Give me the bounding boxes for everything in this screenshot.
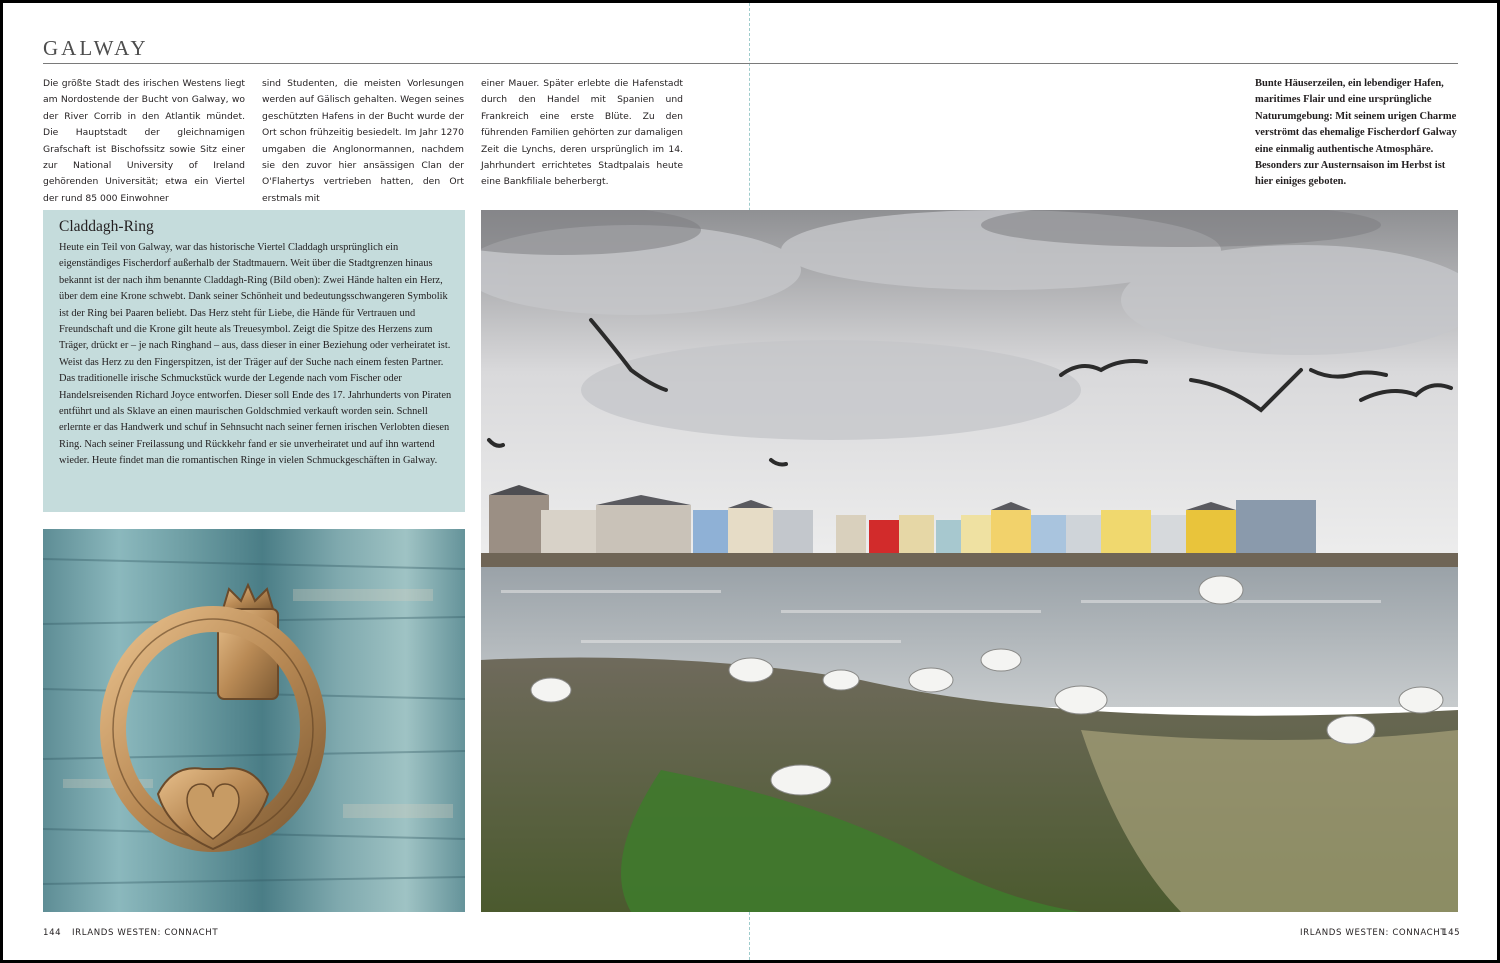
body-column-2: sind Studenten, die meisten Vorlesungen werden auf Gälisch gehalten. Wegen seines geschützten Hafens in der Bucht wurde der Ort schon frühzeitig besiedelt. Im Jahr 1270 umgaben die Anglonormannen, nachdem sie den zuvor hier ansässigen Clan der O'Flahertys vertrieben hatten, den Ort erstmals mit: [262, 78, 464, 204]
left-section-label: IRLANDS WESTEN: CONNACHT: [72, 928, 219, 938]
sidebar-text: Heute ein Teil von Galway, war das historische Viertel Claddagh ursprünglich ein eigenständiges Fischerdorf außerhalb der Stadtmauern. Weit über die Stadtgrenzen hinaus bekannt ist der nach ihm benannte Claddagh-Ring (Bild oben): Zwei Hände halten ein Herz, über dem eine Krone schwebt. Dank seiner Schönheit und bedeutungsschwangeren Symbolik ist der Ring bei Paaren beliebt. Das Herz steht für Liebe, die Hände für Vertrauen und Freundschaft und die Krone gilt heute als Treuesymbol. Zeigt die Spitze des Herzens zum Träger, drückt er – je nach Ringhand – aus, dass dieser in einer Beziehung oder verheiratet ist. Weist das Herz zu den Fingerspitzen, ist der Träger auf der Suche nach einem festen Partner. Das traditionelle irische Schmuckstück wurde der Legende nach vom Fischer oder Handelsreisenden Richard Joyce entworfen. Dieser soll Ende des 17. Jahrhunderts von Piraten entführt und als Sklave an einen maurischen Goldschmied verkauft worden sein. Schnell erlernte er das Handwerk und schuf in Sehnsucht nach seiner fernen irischen Verlobten diesen Ring. Nach seiner Freilassung und Rückkehr fand er sie unverheiratet und auf ihn wartend wieder. Heute findet man die romantischen Ringe in vielen Schmuckgeschäften in Galway.: [59, 242, 452, 467]
body-column-1: Die größte Stadt des irischen Westens liegt am Nordostende der Bucht von Galway, wo der River Corrib in den Atlantik mündet. Die Hauptstadt der gleichnamigen Grafschaft ist Bischofssitz sowie Sitz einer zur National University of Ireland gehörenden Universität; etwa ein Viertel der rund 85 000 Einwohner: [43, 78, 245, 204]
sidebar-title: Claddagh-Ring: [59, 218, 154, 235]
harbour-illustration: [481, 210, 1458, 912]
intro-text: Bunte Häuserzeilen, ein lebendiger Hafen, maritimes Flair und eine ursprüngliche Naturumgebung: Mit seinem urigen Charme verströmt das ehemalige Fischerdorf Galway eine einmalig authentische Atmosphäre. Besonders zur Austernsaison im Herbst ist hier einiges geboten.: [1255, 78, 1457, 188]
left-page-number: 144: [43, 928, 62, 938]
galway-harbour-photo: [481, 210, 1458, 912]
knocker-illustration: [43, 529, 465, 912]
body-column-3: einer Mauer. Später erlebte die Hafenstadt durch den Handel mit Spanien und Frankreich eine erste Blüte. Zu den führenden Familien gehörten zur damaligen Zeit die Lynchs, deren ursprünglich im 14. Jahrhundert errichtetes Stadtpalais heute eine Bankfiliale beherbergt.: [481, 78, 683, 188]
claddagh-sidebar: [43, 210, 465, 512]
right-section-label: IRLANDS WESTEN: CONNACHT: [1300, 928, 1447, 938]
claddagh-knocker-photo: [43, 529, 465, 912]
title-rule: [43, 63, 1458, 64]
chapter-title: GALWAY: [43, 36, 149, 60]
right-page-number: 145: [1442, 928, 1461, 938]
